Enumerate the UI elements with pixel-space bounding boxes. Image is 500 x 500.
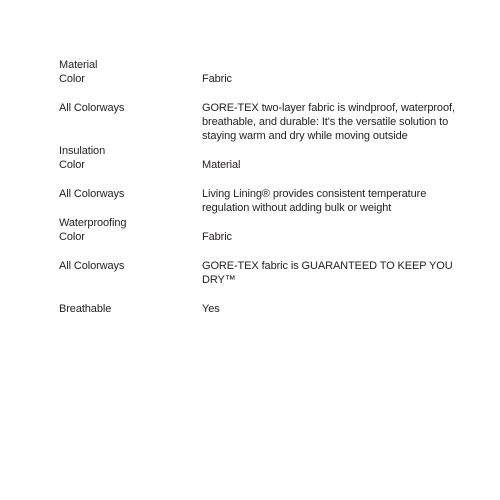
row-label: All Colorways [59,102,125,114]
header-row-insulation [59,158,459,172]
row-value: GORE-TEX two-layer fabric is windproof, waterproof, breathable, and durable: It's the versatile solution to staying warm and dry while moving outside [202,102,455,142]
row-label: Breathable [59,303,112,315]
spec-row-material [59,101,459,143]
section-title-insulation: Insulation [59,145,106,157]
column-label: Color [59,231,85,243]
row-value: Living Lining® provides consistent temperature regulation without adding bulk or weight [202,188,427,214]
row-value: GORE-TEX fabric is GUARANTEED TO KEEP YOU DRY™ [202,260,453,286]
spec-table [59,58,459,316]
column-label: Color [59,73,85,85]
row-value: Yes [202,303,220,315]
spec-row-waterproofing [59,259,459,287]
spec-row-insulation [59,187,459,215]
column-label: Color [59,159,85,171]
row-label: All Colorways [59,260,125,272]
column-value: Material [202,159,241,171]
section-title-waterproofing: Waterproofing [59,217,127,229]
column-value: Fabric [202,231,232,243]
column-value: Fabric [202,73,232,85]
spec-row-breathable [59,302,459,316]
section-title-material: Material [59,59,98,71]
row-label: All Colorways [59,188,125,200]
header-row-material [59,72,459,86]
header-row-waterproofing [59,230,459,244]
